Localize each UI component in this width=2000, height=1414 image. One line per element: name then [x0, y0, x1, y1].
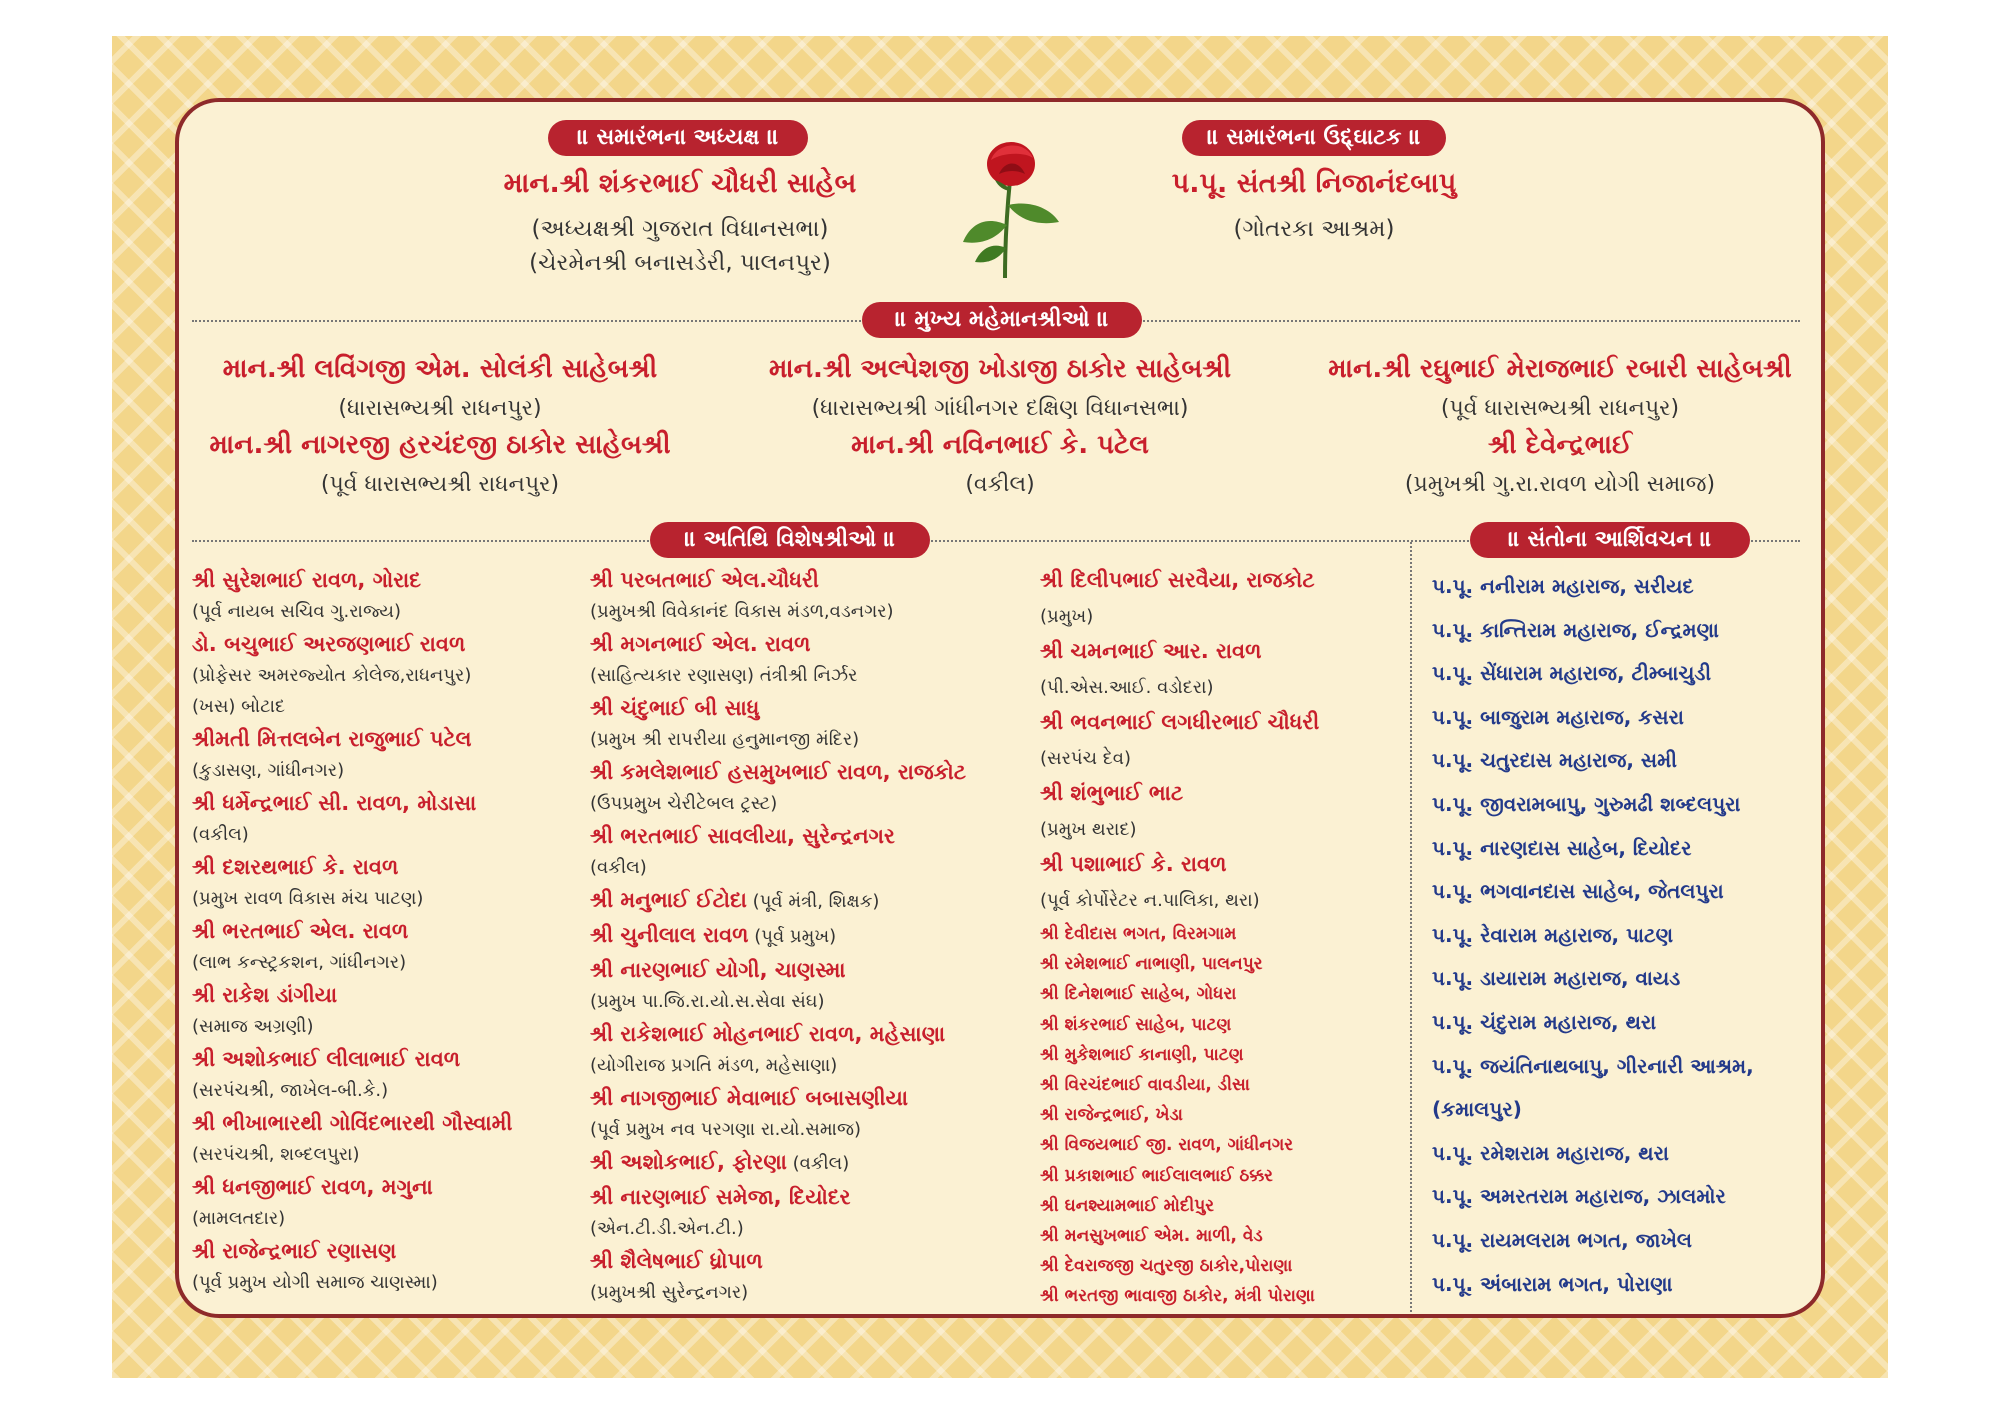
guest-name: શ્રી પશાભાઈ કે. રાવળ	[1040, 852, 1227, 876]
saint-item: પ.પૂ. રમેશરામ મહારાજ, થરા	[1432, 1140, 1669, 1165]
guest-role: (વકીલ)	[590, 857, 647, 878]
udghatak-role: (ગોતરકા આશ્રમ)	[1233, 216, 1395, 242]
guest-role: (પ્રોફેસર અમરજ્યોત કોલેજ,રાધનપુર)	[192, 665, 472, 686]
guest-role: (પ્રમુખશ્રી સુરેન્દ્રનગર)	[590, 1282, 749, 1303]
chief-guest-role: (ધારાસભ્યશ્રી રાધનપુર)	[338, 396, 542, 421]
saint-item: પ.પૂ. કાન્તિરામ મહારાજ, ઈન્દ્રમણા	[1432, 617, 1719, 642]
guest-name: શ્રી સુરેશભાઈ રાવળ, ગોરાદ	[192, 568, 422, 592]
guest-role: (પૂર્વ નાયબ સચિવ ગુ.રાજ્ય)	[192, 601, 401, 622]
header-saints: ॥ સંતોના આર્શિવચન ॥	[1470, 522, 1750, 558]
guest-name-small: શ્રી પ્રકાશભાઈ ભાઈલાલભાઈ ઠક્કર	[1040, 1165, 1273, 1186]
guest-role: (વકીલ)	[786, 1153, 850, 1174]
guest-name-small: શ્રી ભરતજી ભાવાજી ઠાકોર, મંત્રી પોરાણા	[1040, 1286, 1315, 1307]
guest-name: શ્રી ધનજીભાઈ રાવળ, મગુના	[192, 1175, 433, 1199]
guest-name: શ્રી રાજેન્દ્રભાઈ રણાસણ	[192, 1239, 397, 1263]
chief-guest-role: (ધારાસભ્યશ્રી ગાંધીનગર દક્ષિણ વિધાનસભા)	[811, 396, 1189, 421]
guest-role: (પ્રમુખ શ્રી રાપરીયા હનુમાનજી મંદિર)	[590, 729, 860, 750]
guest-name: શ્રી મગનભાઈ એલ. રાવળ	[590, 632, 811, 656]
header-special-guests: ॥ અતિથિ વિશેષશ્રીઓ ॥	[650, 522, 930, 558]
guest-name: શ્રી દિલીપભાઈ સરવૈયા, રાજકોટ	[1040, 568, 1315, 592]
guest-name-small: શ્રી શંકરભાઈ સાહેબ, પાટણ	[1040, 1014, 1232, 1035]
divider-saints-column	[1410, 542, 1412, 1312]
guest-role: (લાભ કન્સ્ટ્રકશન, ગાંધીનગર)	[192, 952, 407, 973]
guest-name: શ્રી ચમનભાઈ આર. રાવળ	[1040, 639, 1262, 663]
chief-guest-role: (પૂર્વ ધારાસભ્યશ્રી રાધનપુર)	[320, 472, 560, 497]
guest-role: (ખસ) બોટાદ	[192, 696, 286, 717]
guest-name: શ્રી ચંદુભાઈ બી સાધુ	[590, 696, 760, 720]
guest-role: (પ્રમુખશ્રી વિવેકાનંદ વિકાસ મંડળ,વડનગર)	[590, 601, 894, 622]
guest-name: શ્રીમતી મિત્તલબેન રાજુભાઈ પટેલ	[192, 727, 472, 751]
red-rose-icon	[955, 130, 1065, 280]
guest-name: શ્રી અશોકભાઈ લીલાભાઈ રાવળ	[192, 1047, 461, 1071]
saint-item: પ.પૂ. રાયમલરામ ભગત, જાખેલ	[1432, 1228, 1693, 1252]
guest-role: (ઉપપ્રમુખ ચેરીટેબલ ટ્રસ્ટ)	[590, 793, 778, 814]
guest-role: (પૂર્વ પ્રમુખ યોગી સમાજ ચાણસ્મા)	[192, 1272, 438, 1293]
guest-name-small: શ્રી વિજયભાઈ જી. રાવળ, ગાંધીનગર	[1040, 1135, 1294, 1156]
adhyaksh-role-1: (અધ્યક્ષશ્રી ગુજરાત વિધાનસભા)	[531, 216, 829, 242]
adhyaksh-name: માન.શ્રી શંકરભાઈ ચૌધરી સાહેબ	[503, 168, 857, 199]
guest-name-small: શ્રી દેવરાજજી ચતુરજી ઠાકોર,પોરાણા	[1040, 1256, 1293, 1277]
guest-name: શ્રી અશોકભાઈ, ફોરણા (વકીલ)	[590, 1150, 850, 1174]
guest-name-small: શ્રી દિનેશભાઈ સાહેબ, ગોધરા	[1040, 984, 1237, 1005]
guest-role: (સરપંચશ્રી, જાખેલ-બી.કે.)	[192, 1080, 389, 1101]
guest-name: શ્રી ચુનીલાલ રાવળ (પૂર્વ પ્રમુખ)	[590, 923, 837, 947]
guest-name-small: શ્રી વિરચંદભાઈ વાવડીયા, ડીસા	[1040, 1075, 1250, 1095]
guest-name: શ્રી ભરતભાઈ એલ. રાવળ	[192, 919, 409, 943]
guest-name: શ્રી શૈલેષભાઈ ધ્રોપાળ	[590, 1249, 763, 1273]
saint-item: પ.પૂ. ડાયારામ મહારાજ, વાયડ	[1432, 966, 1681, 991]
saint-item: પ.પૂ. ભગવાનદાસ સાહેબ, જેતલપુરા	[1432, 879, 1724, 904]
guest-role: (પી.એસ.આઈ. વડોદરા)	[1040, 677, 1214, 698]
guest-role: (સરપંચશ્રી, શબ્દલપુરા)	[192, 1144, 360, 1165]
guest-role: (પૂર્વ મંત્રી, શિક્ષક)	[746, 891, 880, 912]
guest-role: (પૂર્વ પ્રમુખ)	[748, 926, 837, 947]
guest-name: શ્રી પરબતભાઈ એલ.ચૌધરી	[590, 568, 819, 592]
guest-name: શ્રી ભીખાભારથી ગોવિંદભારથી ગૌસ્વામી	[192, 1111, 513, 1135]
saint-item: પ.પૂ. નનીરામ મહારાજ, સરીયદ	[1432, 574, 1694, 598]
chief-guest-name: માન.શ્રી રઘુભાઈ મેરાજભાઈ રબારી સાહેબશ્રી	[1328, 354, 1792, 384]
guest-role: (કુડાસણ, ગાંધીનગર)	[192, 760, 345, 781]
chief-guest-name: માન.શ્રી નવિનભાઈ કે. પટેલ	[851, 430, 1149, 460]
guest-role: (વકીલ)	[192, 824, 249, 845]
saint-item: પ.પૂ. ચતુરદાસ મહારાજ, સમી	[1432, 748, 1677, 773]
chief-guest-name: શ્રી દેવેન્દ્રભાઈ	[1487, 430, 1633, 460]
guest-name-small: શ્રી રમેશભાઈ નાભાણી, પાલનપુર	[1040, 954, 1263, 975]
header-udghatak: ॥ સમારંભના ઉદ્દ્ઘાટક ॥	[1182, 120, 1446, 156]
guest-role: (સમાજ અગ્રણી)	[192, 1016, 314, 1037]
saint-item: પ.પૂ. નારણદાસ સાહેબ, દિયોદર	[1432, 835, 1692, 860]
guest-name: શ્રી શંભુભાઈ ભાટ	[1040, 781, 1184, 805]
chief-guest-role: (પ્રમુખશ્રી ગુ.રા.રાવળ યોગી સમાજ)	[1404, 472, 1716, 497]
guest-name: શ્રી નારણભાઈ યોગી, ચાણસ્મા	[590, 958, 846, 982]
guest-name-small: શ્રી દેવીદાસ ભગત, વિરમગામ	[1040, 924, 1237, 944]
header-adhyaksh: ॥ સમારંભના અધ્યક્ષ ॥	[548, 120, 808, 156]
guest-role: (પ્રમુખ થરાદ)	[1040, 819, 1137, 840]
guest-name: ડો. બચુભાઈ અરજણભાઈ રાવળ	[192, 632, 466, 656]
guest-name: શ્રી રાકેશભાઈ મોહનભાઈ રાવળ, મહેસાણા	[590, 1022, 946, 1046]
saint-item: પ.પૂ. અંબારામ ભગત, પોરાણા	[1432, 1271, 1673, 1296]
header-chief-guests: ॥ મુખ્ય મહેમાનશ્રીઓ ॥	[862, 302, 1142, 338]
saint-item: પ.પૂ. જીવરામબાપુ, ગુરુમઢી શબ્દલપુરા	[1432, 792, 1741, 816]
guest-name: શ્રી ભવનભાઈ લગધીરભાઈ ચૌધરી	[1040, 710, 1320, 734]
chief-guest-name: માન.શ્રી લવિંગજી એમ. સોલંકી સાહેબશ્રી	[222, 354, 658, 384]
guest-name-small: શ્રી મુકેશભાઈ કાનાણી, પાટણ	[1040, 1044, 1244, 1065]
guest-name: શ્રી રાકેશ ડાંગીયા	[192, 983, 338, 1007]
chief-guest-name: માન.શ્રી નાગરજી હરચંદજી ઠાકોર સાહેબશ્રી	[209, 430, 671, 460]
chief-guest-role: (પૂર્વ ધારાસભ્યશ્રી રાધનપુર)	[1440, 396, 1680, 421]
chief-guest-name: માન.શ્રી અલ્પેશજી ખોડાજી ઠાકોર સાહેબશ્રી	[768, 354, 1232, 384]
saint-item: પ.પૂ. જયંતિનાથબાપુ, ગીરનારી આશ્રમ,	[1432, 1053, 1754, 1078]
guest-name-small: શ્રી મનસુખભાઈ એમ. માળી, વેડ	[1040, 1226, 1263, 1246]
guest-role: (સરપંચ દેવ)	[1040, 748, 1132, 769]
guest-name-small: શ્રી રાજેન્દ્રભાઈ, ખેડા	[1040, 1105, 1183, 1126]
adhyaksh-role-2: (ચેરમેનશ્રી બનાસડેરી, પાલનપુર)	[529, 250, 831, 276]
guest-role: (પ્રમુખ રાવળ વિકાસ મંચ પાટણ)	[192, 888, 424, 909]
guest-name: શ્રી મનુભાઈ ઈટોદા (પૂર્વ મંત્રી, શિક્ષક)	[590, 888, 880, 912]
guest-role: (સાહિત્યકાર રણાસણ) તંત્રીશ્રી નિર્ઝર	[590, 665, 858, 686]
guest-role: (મામલતદાર)	[192, 1208, 286, 1229]
guest-role: (પૂર્વ કોર્પોરેટર ન.પાલિકા, થરા)	[1040, 890, 1260, 911]
saint-item: પ.પૂ. ચંદુરામ મહારાજ, થરા	[1432, 1010, 1657, 1034]
guest-name: શ્રી નાગજીભાઈ મેવાભાઈ બબાસણીયા	[590, 1086, 908, 1110]
guest-name: શ્રી ભરતભાઈ સાવલીયા, સુરેન્દ્રનગર	[590, 824, 895, 848]
guest-role: (પૂર્વ પ્રમુખ નવ પરગણા રા.યો.સમાજ)	[590, 1119, 861, 1140]
guest-name: શ્રી નારણભાઈ સમેજા, દિયોદર	[590, 1185, 851, 1209]
saint-item: પ.પૂ. અમરતરામ મહારાજ, ઝાલમોર	[1432, 1184, 1726, 1209]
guest-role: (એન.ટી.ડી.એન.ટી.)	[590, 1218, 744, 1239]
guest-name: શ્રી કમલેશભાઈ હસમુખભાઈ રાવળ, રાજકોટ	[590, 760, 967, 784]
saint-item: પ.પૂ. બાજુરામ મહારાજ, કસરા	[1432, 704, 1684, 729]
udghatak-name: પ.પૂ. સંતશ્રી નિજાનંદબાપુ	[1171, 168, 1457, 199]
guest-name: શ્રી દશરથભાઈ કે. રાવળ	[192, 855, 399, 879]
guest-role: (યોગીરાજ પ્રગતિ મંડળ, મહેસાણા)	[590, 1055, 838, 1076]
guest-name-small: શ્રી ઘનશ્યામભાઈ મોદીપુર	[1040, 1195, 1215, 1216]
guest-name: શ્રી ધર્મેન્દ્રભાઈ સી. રાવળ, મોડાસા	[192, 791, 477, 815]
guest-role: (પ્રમુખ)	[1040, 606, 1094, 627]
chief-guest-role: (વકીલ)	[965, 472, 1035, 497]
saint-item: પ.પૂ. સેંધારામ મહારાજ, ટીમ્બાચુડી	[1432, 661, 1712, 686]
saint-item: (કમાલપુર)	[1432, 1097, 1522, 1122]
guest-role: (પ્રમુખ પા.જિ.રા.યો.સ.સેવા સંઘ)	[590, 991, 825, 1012]
saint-item: પ.પૂ. રેવારામ મહારાજ, પાટણ	[1432, 922, 1674, 947]
